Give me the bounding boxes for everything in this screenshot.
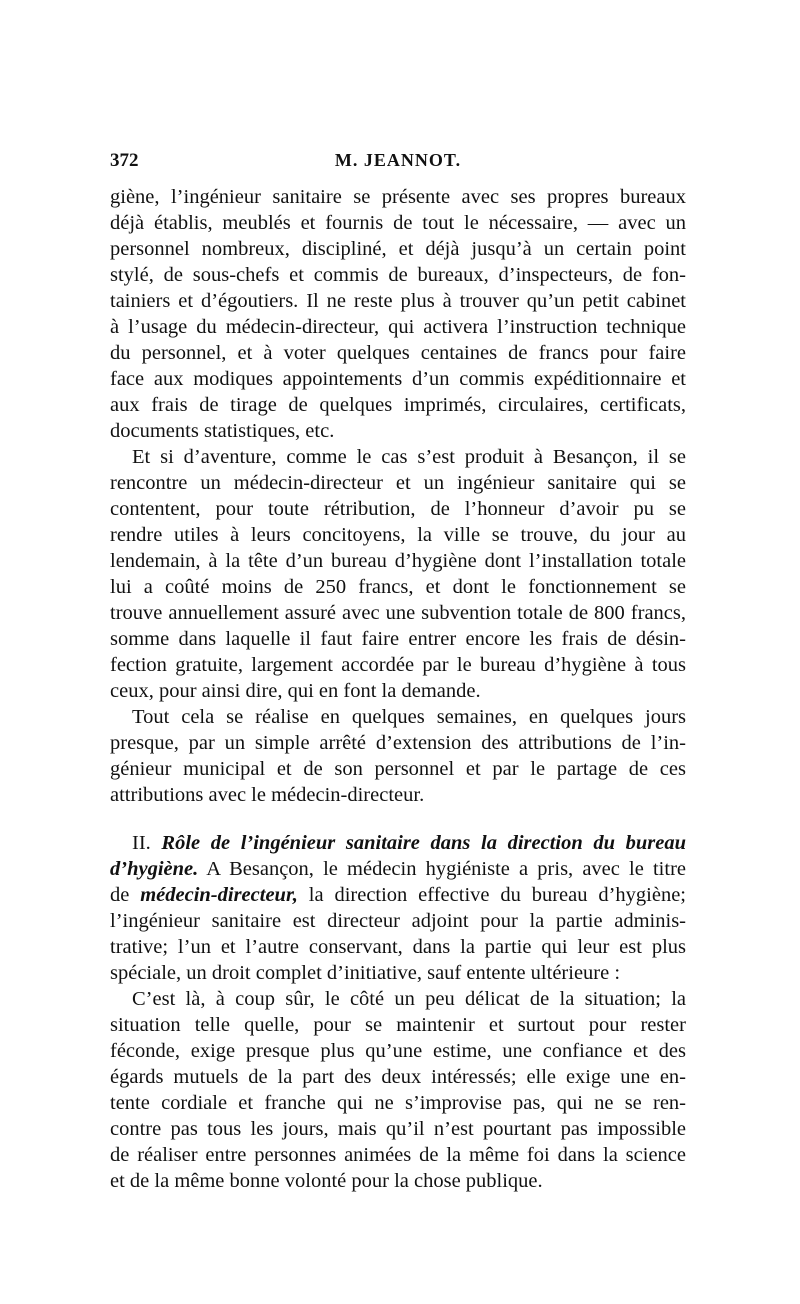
text-line: presque, par un simple arrêté d’extension des attributions de l’in- (110, 732, 686, 754)
text-line: égards mutuels de la part des deux intéressés; elle exige une en- (110, 1066, 686, 1088)
section-text: la direction effective du bureau d’hygiène; (297, 884, 686, 906)
text-line: attributions avec le médecin-directeur. (110, 784, 425, 806)
text-line: féconde, exige presque plus qu’une estime, une confiance et des (110, 1040, 686, 1062)
page-number: 372 (110, 150, 139, 171)
section-heading-line (132, 830, 686, 856)
text-line: giène, l’ingénieur sanitaire se présente avec ses propres bureaux (110, 186, 686, 208)
text-line (110, 882, 686, 908)
text-line: stylé, de sous-chefs et commis de bureaux, d’inspecteurs, de fon- (110, 264, 686, 286)
text-line: face aux modiques appointements d’un commis expéditionnaire et (110, 368, 686, 390)
section-title-continued: d’hygiène. (110, 858, 199, 880)
text-line: lui a coûté moins de 250 francs, et dont le fonctionnement se (110, 576, 686, 598)
section-title: Rôle de l’ingénieur sanitaire dans la direction du bureau (161, 832, 687, 854)
text-line: situation telle quelle, pour se maintenir et surtout pour rester (110, 1014, 686, 1036)
text-line: du personnel, et à voter quelques centaines de francs pour faire (110, 342, 686, 364)
section-heading-line (110, 856, 686, 882)
text-line: fection gratuite, largement accordée par le bureau d’hygiène à tous (110, 654, 686, 676)
text-line: documents statistiques, etc. (110, 420, 335, 442)
text-line: et de la même bonne volonté pour la chose publique. (110, 1170, 543, 1192)
text-line: de réaliser entre personnes animées de la même foi dans la science (110, 1144, 686, 1166)
section-text: A Besançon, le médecin hygiéniste a pris, avec le titre (198, 858, 686, 880)
text-line: à l’usage du médecin-directeur, qui activera l’instruction technique (110, 316, 686, 338)
text-line: rencontre un médecin-directeur et un ingénieur sanitaire qui se (110, 472, 686, 494)
text-line: tente cordiale et franche qui ne s’improvise pas, qui ne se ren- (110, 1092, 686, 1114)
section-text: de (110, 884, 141, 906)
text-line: trative; l’un et l’autre conservant, dans la partie qui leur est plus (110, 936, 686, 958)
text-line: tainiers et d’égoutiers. Il ne reste plus à trouver qu’un petit cabinet (110, 290, 686, 312)
text-line: génieur municipal et de son personnel et par le partage de ces (110, 758, 686, 780)
text-line: spéciale, un droit complet d’initiative, sauf entente ultérieure : (110, 962, 621, 984)
section-numeral: II. (132, 832, 151, 854)
text-line: somme dans laquelle il faut faire entrer encore les frais de désin- (110, 628, 686, 650)
text-line: Tout cela se réalise en quelques semaines, en quelques jours (132, 706, 686, 728)
text-line: contentent, pour toute rétribution, de l’honneur d’avoir pu se (110, 498, 686, 520)
text-line: l’ingénieur sanitaire est directeur adjoint pour la partie adminis- (110, 910, 686, 932)
text-line: Et si d’aventure, comme le cas s’est produit à Besançon, il se (132, 446, 686, 468)
text-line: lendemain, à la tête d’un bureau d’hygiène dont l’installation totale (110, 550, 686, 572)
text-line: déjà établis, meublés et fournis de tout le nécessaire, — avec un (110, 212, 686, 234)
running-head: M. JEANNOT. (334, 150, 462, 170)
text-line: trouve annuellement assuré avec une subvention totale de 800 francs, (110, 602, 686, 624)
text-line: rendre utiles à leurs concitoyens, la ville se trouve, du jour au (110, 524, 686, 546)
text-line: personnel nombreux, discipliné, et déjà jusqu’à un certain point (110, 238, 686, 260)
text-line: C’est là, à coup sûr, le côté un peu délicat de la situation; la (132, 988, 686, 1010)
emphasized-term: médecin-directeur, (140, 884, 298, 906)
page-header (110, 150, 686, 180)
text-line: aux frais de tirage de quelques imprimés, circulaires, certificats, (110, 394, 686, 416)
text-line: contre pas tous les jours, mais qu’il n’est pourtant pas impossible (110, 1118, 686, 1140)
text-line: ceux, pour ainsi dire, qui en font la demande. (110, 680, 481, 702)
